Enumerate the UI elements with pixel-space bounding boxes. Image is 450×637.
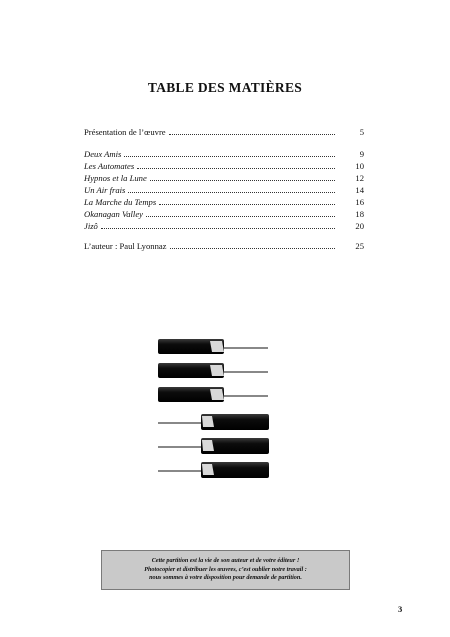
toc-entry-title: Okanagan Valley [84, 209, 143, 219]
toc-entry-page: 14 [355, 185, 364, 195]
piano-key [158, 387, 268, 402]
piano-key [158, 414, 269, 430]
toc-entry-title: La Marche du Temps [84, 197, 157, 207]
toc-entry-title: Les Automates [84, 161, 135, 171]
piano-key [158, 339, 268, 354]
toc-entry-page: 9 [359, 149, 364, 159]
piano-key [158, 438, 269, 454]
toc-entry-title: Jizô [84, 221, 98, 231]
notice-line: nous sommes à votre disposition pour demande de partition. [149, 574, 302, 582]
toc-entry-page: 16 [355, 197, 364, 207]
toc-entry-page: 5 [359, 127, 364, 137]
piano-key [158, 462, 269, 478]
toc-entry-page: 10 [355, 161, 364, 171]
toc-entry-page: 18 [355, 209, 364, 219]
toc-entry-title: L’auteur : Paul Lyonnaz [84, 241, 167, 251]
toc-entry-page: 12 [355, 173, 364, 183]
piano-key [158, 363, 268, 378]
toc-entry-title: Un Air frais [84, 185, 126, 195]
toc-entry-title: Hypnos et la Lune [84, 173, 147, 183]
notice-line: Cette partition est la vie de son auteur et de votre éditeur ! [151, 557, 300, 565]
copyright-notice-box [101, 550, 350, 590]
toc-entry-title: Deux Amis [84, 149, 122, 159]
toc-entry-page: 20 [355, 221, 364, 231]
toc-entry-page: 25 [355, 241, 364, 251]
notice-line: Photocopier et distribuer les œuvres, c’est oublier notre travail : [144, 565, 307, 573]
page-number: 3 [398, 604, 403, 614]
page-title: TABLE DES MATIÈRES [147, 80, 303, 95]
toc-entry-title: Présentation de l’œuvre [84, 127, 166, 137]
